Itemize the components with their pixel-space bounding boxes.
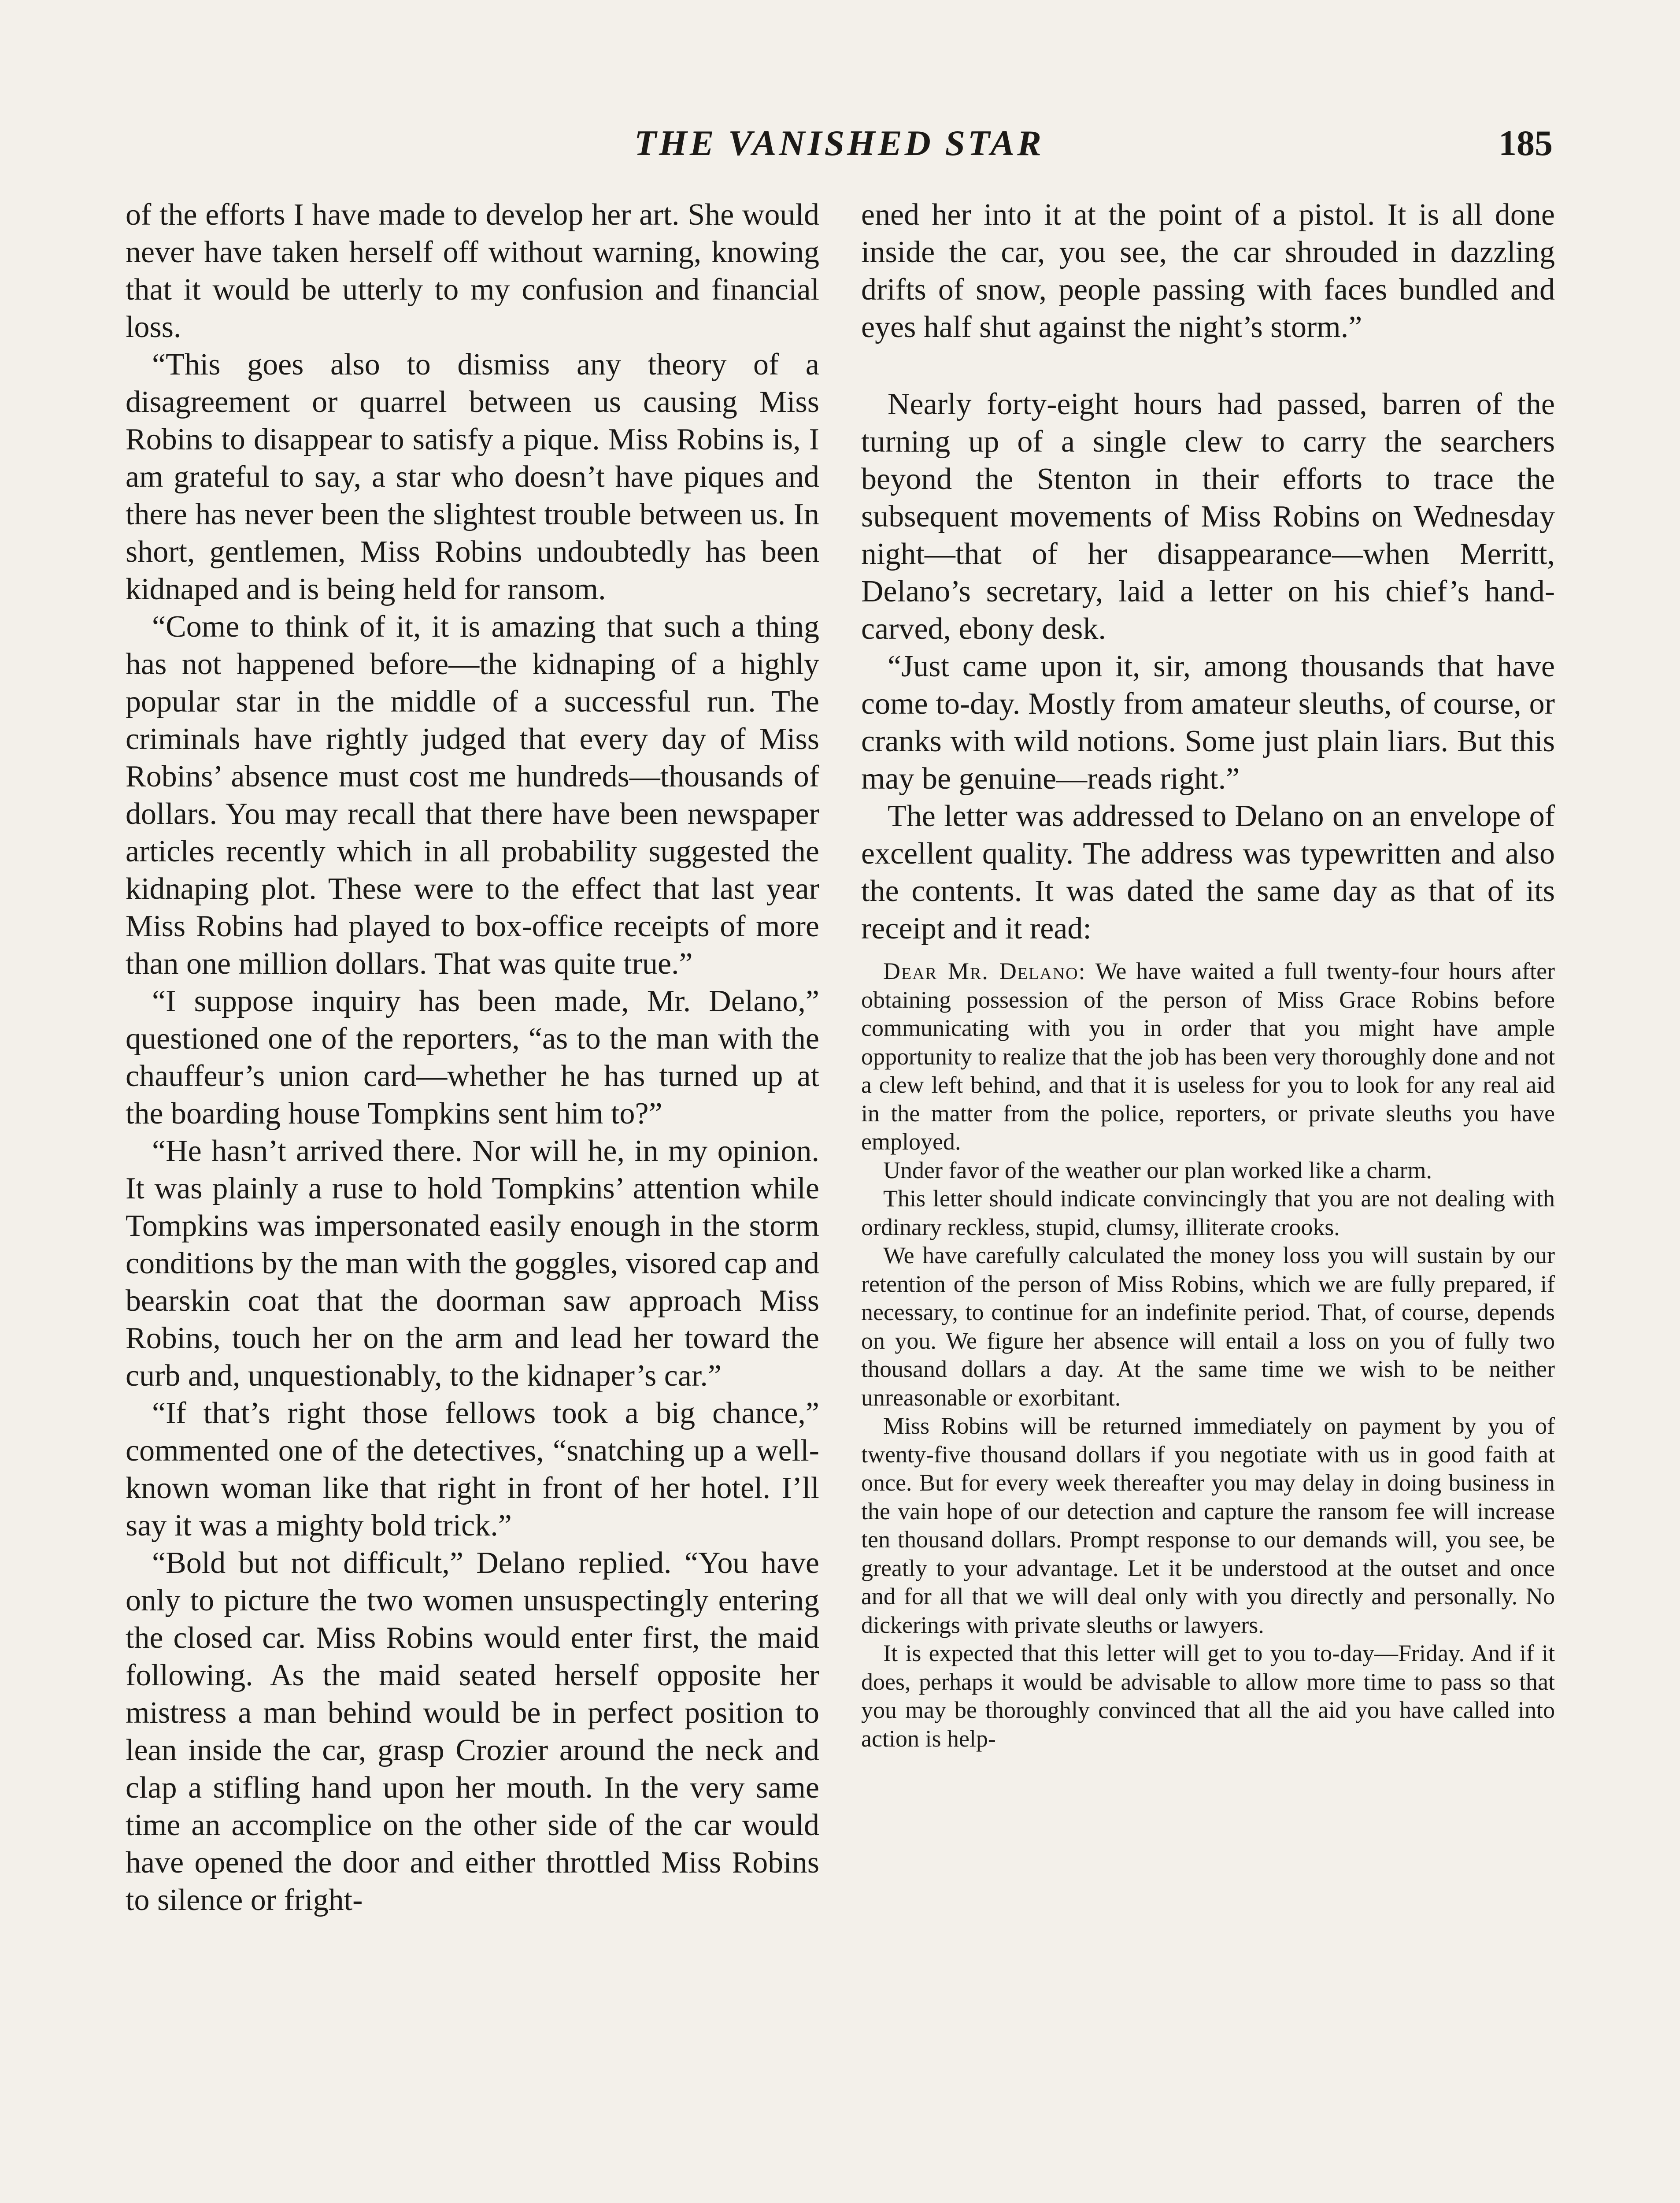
paragraph: “If that’s right those fellows took a big chance,” commented one of the detectives, “snatching up a well-known woman like that right in front of her hotel. I’ll say it was a mighty bold trick.”: [126, 1396, 819, 1543]
paragraph: “Bold but not difficult,” Delano replied. “You have only to picture the two women unsuspectingly entering the closed car. Miss Robins would enter first, the maid following. As the maid seated herself opposite her mistress a man behind would be in perfect position to lean inside the car, grasp Crozier around the neck and clap a stifling hand upon her mouth. In the very same time an accomplice on the other side of the car would have opened the door and either throttled Miss Robins to silence or fright-: [126, 1546, 819, 1917]
paragraph: “This goes also to dismiss any theory of a disagreement or quarrel between us causing Miss Robins to disappear to satisfy a pique. Miss Robins is, I am grateful to say, a star who doesn’t have piques and there has never been the slightest trouble between us. In short, gentlemen, Miss Robins undoubtedly has been kidnaped and is being held for ransom.: [126, 348, 819, 606]
paragraph: ened her into it at the point of a pistol. It is all done inside the car, you see, the car shrouded in dazzling drifts of snow, people passing with faces bundled and eyes half shut against the night’s storm.”: [861, 198, 1555, 344]
page-number: 185: [1499, 123, 1553, 163]
paragraph: “He hasn’t arrived there. Nor will he, in my opinion. It was plainly a ruse to hold Tompkins’ attention while Tompkins was impersonated easily enough in the storm conditions by the man with the goggles, visored cap and bearskin coat that the doorman saw approach Miss Robins, touch her on the arm and lead her toward the curb and, unquestionably, to the kidnaper’s car.”: [126, 1134, 819, 1393]
letter-paragraph: We have carefully calculated the money loss you will sustain by our retention of the person of Miss Robins, which we are fully prepared, if necessary, to continue for an indefinite period. That, of course, depends on you. We figure her absence will entail a loss on you of fully two thousand dollars a day. At the same time we wish to be neither unreasonable or exorbitant.: [861, 1242, 1555, 1411]
paragraph: “Just came upon it, sir, among thousands that have come to-day. Mostly from amateur sleuths, of course, or cranks with wild notions. Some just plain liars. But this may be genuine—reads right.”: [861, 649, 1555, 796]
letter-paragraph: Under favor of the weather our plan worked like a charm.: [883, 1157, 1432, 1183]
letter-salutation: Dear Mr. Delano:: [883, 958, 1086, 984]
paragraph: of the efforts I have made to develop her art. She would never have taken herself off without warning, knowing that it would be utterly to my confusion and financial loss.: [126, 198, 819, 344]
page-header: [126, 114, 1553, 175]
right-column: [861, 196, 1555, 2203]
letter-paragraph: Miss Robins will be returned immediately on payment by you of twenty-five thousand dollars if you negotiate with us in good faith at once. But for every week thereafter you may delay in doing business in the vain hope of our detection and capture the ransom fee will increase ten thousand dollars. Prompt response to our demands will, you see, be greatly to your advantage. Let it be understood at the outset and once and for all that we will deal only with you directly and personally. No dickerings with private sleuths or lawyers.: [861, 1413, 1555, 1638]
letter-opening: We have waited a full twenty-four hours after obtaining possession of the person of Miss Grace Robins before communicating with you in order that you might have ample opportunity to realize that the job has been very thoroughly done and not a clew left behind, and that it is useless for you to look for any real aid in the matter from the police, reporters, or private sleuths you have employed.: [861, 958, 1555, 1155]
letter-paragraph: This letter should indicate convincingly that you are not dealing with ordinary reckless, stupid, clumsy, illiterate crooks.: [861, 1185, 1555, 1240]
paragraph: “I suppose inquiry has been made, Mr. Delano,” questioned one of the reporters, “as to the man with the chauffeur’s union card—whether he has turned up at the boarding house Tompkins sent him to?”: [126, 984, 819, 1131]
paragraph: The letter was addressed to Delano on an envelope of excellent quality. The address was typewritten and also the contents. It was dated the same day as that of its receipt and it read:: [861, 799, 1555, 946]
letter-paragraph: [861, 957, 1555, 1156]
ransom-letter: [861, 957, 1555, 1753]
paragraph: “Come to think of it, it is amazing that such a thing has not happened before—the kidnaping of a highly popular star in the middle of a successful run. The criminals have rightly judged that every day of Miss Robins’ absence must cost me hundreds—thousands of dollars. You may recall that there have been newspaper articles recently which in all probability suggested the kidnaping plot. These were to the effect that last year Miss Robins had played to box-office receipts of more than one million dollars. That was quite true.”: [126, 610, 819, 981]
left-column: [126, 196, 819, 2203]
letter-paragraph: It is expected that this letter will get to you to-day—Friday. And if it does, perhaps it would be advisable to allow more time to pass so that you may be thoroughly convinced that all the aid you have called into action is help-: [861, 1640, 1555, 1752]
running-title: THE VANISHED STAR: [634, 123, 1044, 163]
paragraph: Nearly forty-eight hours had passed, barren of the turning up of a single clew to carry the searchers beyond the Stenton in their efforts to trace the subsequent movements of Miss Robins on Wednesday night—that of her disappearance—when Merritt, Delano’s secretary, laid a letter on his chief’s hand-carved, ebony desk.: [861, 387, 1555, 646]
